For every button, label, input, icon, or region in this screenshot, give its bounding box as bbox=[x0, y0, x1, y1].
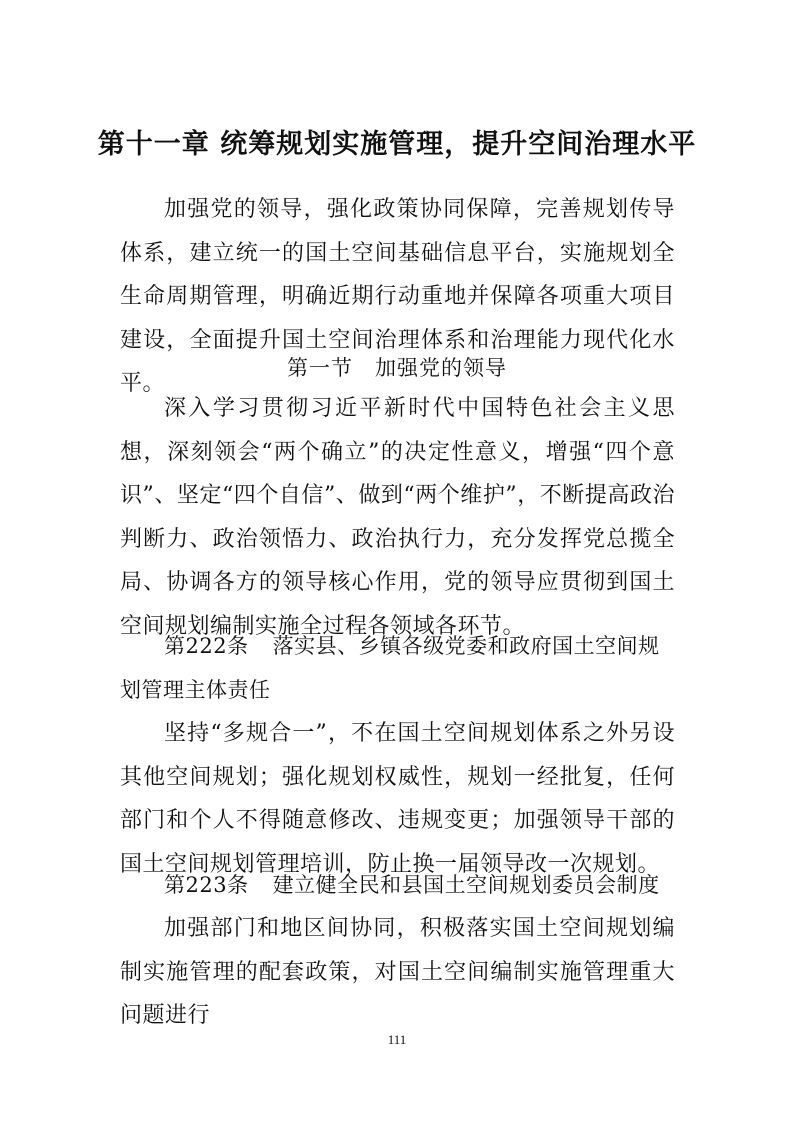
article-222-paragraph: 坚持“多规合一”，不在国土空间规划体系之外另设其他空间规划；强化规划权威性，规划一经批复，任何部门和个人不得随意修改、违规变更；加强领导干部的国土空间规划管理培训，防止换一届领导改一次规划。 bbox=[120, 721, 675, 877]
chapter-title: 第十一章 统筹规划实施管理，提升空间治理水平 bbox=[97, 129, 697, 160]
page-number: 111 bbox=[387, 1032, 407, 1047]
article-223-title: 建立健全民和县国土空间规划委员会制度 bbox=[272, 873, 660, 897]
article-222-number: 第222条 bbox=[164, 634, 249, 658]
chapter-intro-paragraph: 加强党的领导，强化政策协同保障，完善规划传导体系，建立统一的国土空间基础信息平台，实施规划全生命周期管理，明确近期行动重地并保障各项重大项目建设，全面提升国土空间治理体系和治理能力现代化水平。 bbox=[120, 197, 675, 396]
section-paragraph: 深入学习贯彻习近平新时代中国特色社会主义思想，深刻领会“两个确立”的决定性意义，增强“四个意识”、坚定“四个自信”、做到“两个维护”，不断提高政治判断力、政治领悟力、政治执行力，充分发挥党总揽全局、协调各方的领导核心作用，党的领导应贯彻到国土空间规划编制实施全过程各领域各环节。 bbox=[120, 396, 675, 639]
section-title: 第一节 加强党的领导 bbox=[287, 356, 507, 380]
article-223-number: 第223条 bbox=[164, 873, 249, 897]
article-223-heading bbox=[120, 864, 675, 908]
article-222-title: 落实县、乡镇各级党委和政府国土空间规划管理主体责任 bbox=[120, 634, 660, 702]
article-223-paragraph: 加强部门和地区间协同，积极落实国土空间规划编制实施管理的配套政策，对国土空间编制实施管理重大问题进行 bbox=[120, 916, 675, 1028]
article-222-heading bbox=[120, 625, 675, 712]
